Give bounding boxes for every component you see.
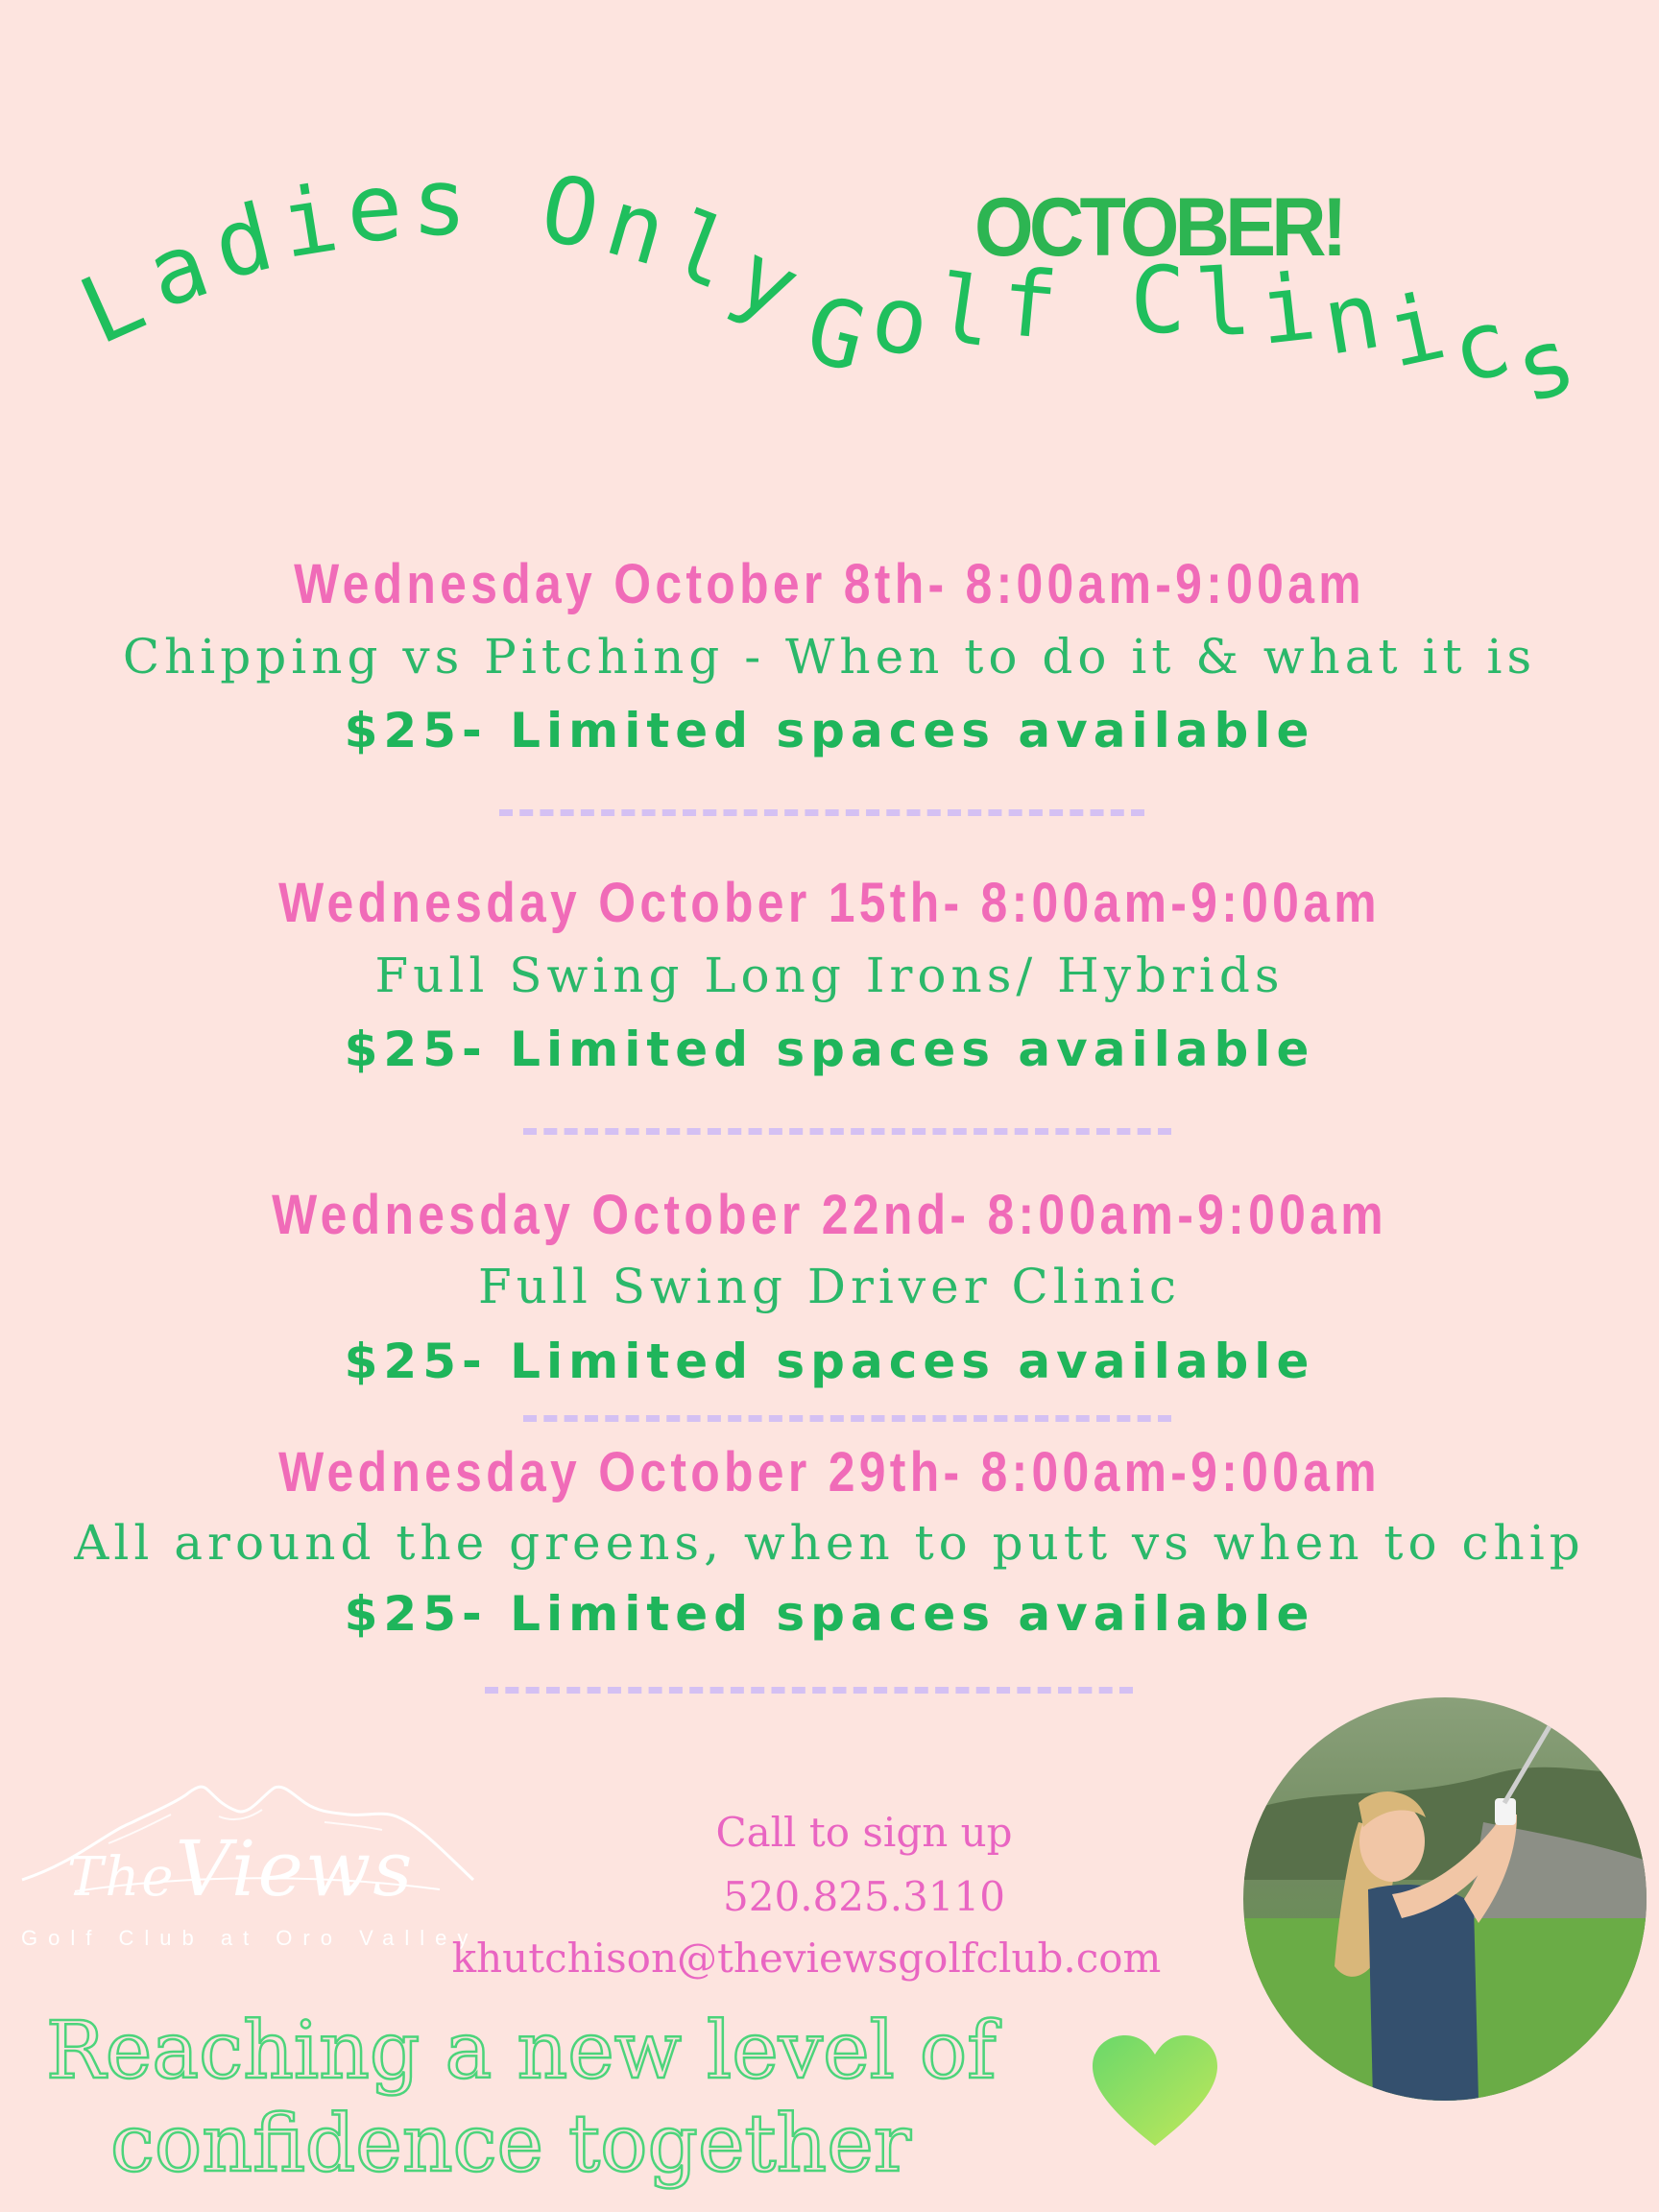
title-letter bbox=[472, 155, 538, 252]
title-letter: d bbox=[203, 182, 283, 301]
title-letter: n bbox=[594, 168, 678, 287]
title-letter: l bbox=[929, 253, 1000, 369]
logo-the: The bbox=[67, 1846, 176, 1909]
session-description: Full Swing Long Irons/ Hybrids bbox=[374, 948, 1285, 1003]
month-badge: OCTOBER! bbox=[974, 181, 1343, 274]
title-letter: C bbox=[1129, 246, 1187, 355]
title-letter: l bbox=[1191, 248, 1254, 359]
session-heading: Wednesday October 22nd- 8:00am-9:00am bbox=[272, 1184, 1387, 1246]
heart-icon bbox=[1093, 2035, 1217, 2151]
session-heading: Wednesday October 15th- 8:00am-9:00am bbox=[278, 872, 1381, 934]
session-price: $25- Limited spaces available bbox=[344, 1586, 1315, 1642]
title-letter: c bbox=[1439, 286, 1522, 406]
logo-subtitle: Golf Club at Oro Valley bbox=[21, 1926, 479, 1950]
title-letter: i bbox=[273, 163, 345, 279]
title-letter: i bbox=[1377, 272, 1455, 390]
title-letter: O bbox=[533, 154, 609, 271]
title-letter: e bbox=[342, 152, 406, 264]
title-letter: f bbox=[997, 248, 1063, 361]
tagline-line-2: confidence together bbox=[110, 2099, 911, 2190]
divider bbox=[523, 1128, 1171, 1135]
session-heading: Wednesday October 8th- 8:00am-9:00am bbox=[294, 553, 1365, 615]
title-letter: i bbox=[1253, 252, 1321, 366]
phone-number[interactable]: 520.825.3110 bbox=[723, 1873, 1005, 1920]
title-letter: y bbox=[718, 220, 816, 343]
divider bbox=[499, 809, 1144, 816]
email-link[interactable]: khutchison@theviewsgolfclub.com bbox=[451, 1935, 1162, 1982]
session-heading: Wednesday October 29th- 8:00am-9:00am bbox=[278, 1441, 1381, 1503]
session-price: $25- Limited spaces available bbox=[344, 703, 1315, 758]
session-description: All around the greens, when to putt vs when to chip bbox=[74, 1515, 1585, 1571]
title-letter: s bbox=[1502, 304, 1588, 425]
logo-wordmark bbox=[67, 1824, 414, 1913]
divider bbox=[523, 1415, 1171, 1422]
title-letter: s bbox=[411, 148, 469, 256]
session-price: $25- Limited spaces available bbox=[344, 1334, 1315, 1389]
divider bbox=[485, 1687, 1133, 1694]
session-price: $25- Limited spaces available bbox=[344, 1022, 1315, 1077]
title-letter: G bbox=[796, 275, 877, 394]
title-letter: a bbox=[133, 209, 222, 330]
title-letter: n bbox=[1315, 260, 1388, 376]
title-letter: l bbox=[656, 190, 747, 311]
signup-cta: Call to sign up bbox=[715, 1809, 1013, 1856]
session-description: Chipping vs Pitching - When to do it & what it is bbox=[122, 629, 1537, 685]
title-letter: L bbox=[64, 245, 160, 366]
title-letter: o bbox=[862, 262, 939, 379]
session-description: Full Swing Driver Clinic bbox=[478, 1259, 1181, 1314]
golfer-photo bbox=[1243, 1697, 1647, 2101]
logo-name: Views bbox=[175, 1824, 415, 1913]
tagline-line-1: Reaching a new level of bbox=[46, 2006, 997, 2097]
